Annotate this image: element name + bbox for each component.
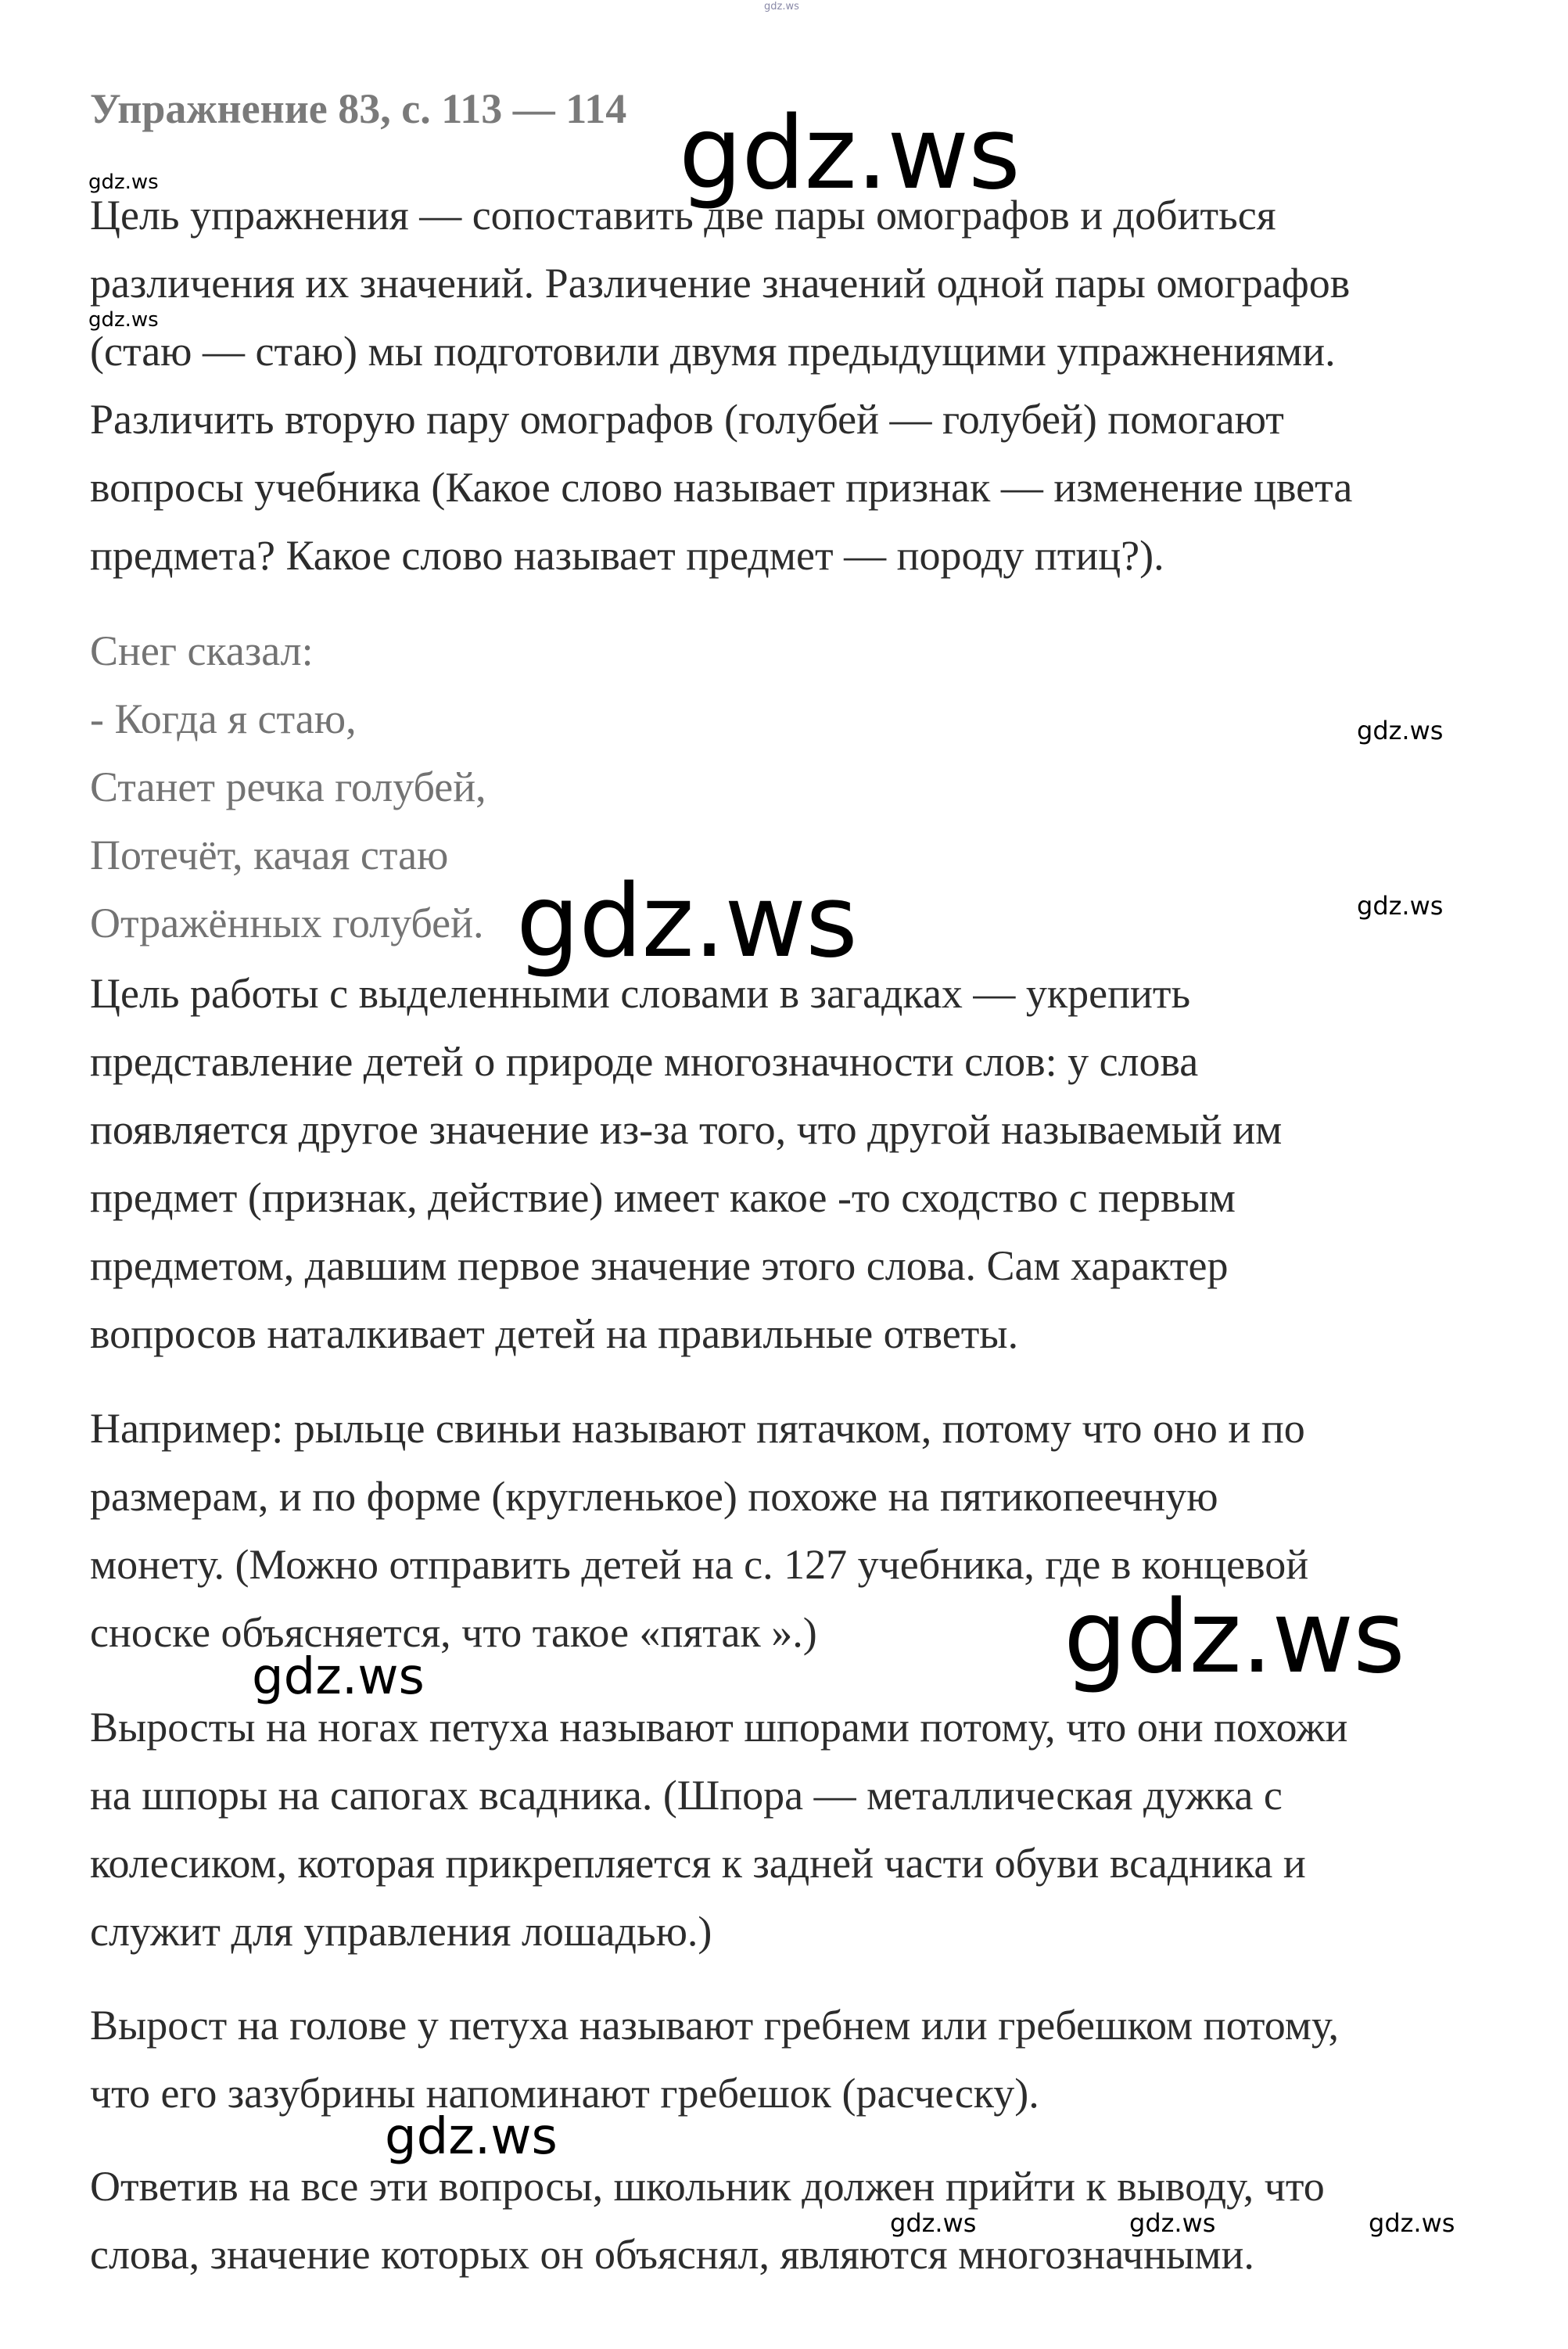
- text-line: различения их значений. Различение значений одной пары омографов: [90, 260, 1351, 307]
- text-line: Вырост на голове у петуха называют гребнем или гребешком потому,: [90, 2002, 1339, 2049]
- text-line: сноске объясняется, что такое «пятак ».): [90, 1609, 817, 1656]
- text-line: что его зазубрины напоминают гребешок (расческу).: [90, 2070, 1039, 2117]
- poem-line: Снег сказал:: [90, 627, 314, 674]
- watermark-large: gdz.ws: [1064, 1579, 1405, 1696]
- watermark-medium: gdz.ws: [252, 1648, 425, 1706]
- poem-line: - Когда я стаю,: [90, 695, 357, 742]
- paragraph-intro: [90, 181, 1352, 590]
- watermark-small: gdz.ws: [1129, 2208, 1216, 2238]
- exercise-heading: Упражнение 83, с. 113 — 114: [90, 85, 627, 132]
- paragraph-example-greben: [90, 1992, 1339, 2128]
- paragraph-example-shpory: [90, 1694, 1347, 1966]
- watermark-small: gdz.ws: [88, 171, 159, 194]
- text-line: монету. (Можно отправить детей на с. 127 учебника, где в концевой: [90, 1541, 1309, 1588]
- text-line: появляется другое значение из-за того, что другой называемый им: [90, 1106, 1283, 1153]
- text-line: слова, значение которых он объяснял, являются многозначными.: [90, 2231, 1254, 2278]
- text-line: служит для управления лошадью.): [90, 1908, 712, 1955]
- text-line: предмет (признак, действие) имеет какое -то сходство с первым: [90, 1174, 1236, 1221]
- poem-line: Станет речка голубей,: [90, 763, 486, 810]
- watermark-medium: gdz.ws: [385, 2108, 558, 2166]
- poem: [90, 617, 486, 957]
- watermark-small: gdz.ws: [1357, 891, 1444, 921]
- text-line: Например: рыльце свиньи называют пятачком, потому что оно и по: [90, 1405, 1305, 1452]
- watermark-small: gdz.ws: [1357, 716, 1444, 745]
- watermark-small: gdz.ws: [88, 308, 159, 332]
- text-line: предмета? Какое слово называет предмет — породу птиц?).: [90, 532, 1164, 579]
- poem-line: Отражённых голубей.: [90, 900, 484, 946]
- watermark-small: gdz.ws: [1369, 2208, 1455, 2238]
- text-line: (стаю — стаю) мы подготовили двумя предыдущими упражнениями.: [90, 328, 1336, 375]
- text-line: вопросы учебника (Какое слово называет признак — изменение цвета: [90, 464, 1353, 511]
- text-line: представление детей о природе многозначности слов: у слова: [90, 1038, 1199, 1085]
- watermark-top: gdz.ws: [764, 1, 799, 13]
- watermark-small: gdz.ws: [890, 2208, 977, 2238]
- text-line: на шпоры на сапогах всадника. (Шпора — металлическая дужка с: [90, 1772, 1283, 1819]
- text-line: размерам, и по форме (кругленькое) похоже на пятикопеечную: [90, 1473, 1218, 1520]
- text-line: колесиком, которая прикрепляется к задней части обуви всадника и: [90, 1840, 1306, 1887]
- text-line: вопросов наталкивает детей на правильные ответы.: [90, 1310, 1019, 1357]
- watermark-large: gdz.ws: [516, 864, 857, 980]
- text-line: предметом, давшим первое значение этого слова. Сам характер: [90, 1242, 1229, 1289]
- text-line: Цель упражнения — сопоставить две пары омографов и добиться: [90, 192, 1276, 239]
- paragraph-riddles: [90, 960, 1282, 1368]
- watermark-large: gdz.ws: [679, 95, 1020, 212]
- poem-line: Потечёт, качая стаю: [90, 831, 449, 878]
- text-line: Выросты на ногах петуха называют шпорами потому, что они похожи: [90, 1704, 1348, 1751]
- text-line: Цель работы с выделенными словами в загадках — укрепить: [90, 970, 1191, 1017]
- text-line: Различить вторую пару омографов (голубей — голубей) помогают: [90, 396, 1284, 443]
- text-line: Ответив на все эти вопросы, школьник должен прийти к выводу, что: [90, 2163, 1325, 2210]
